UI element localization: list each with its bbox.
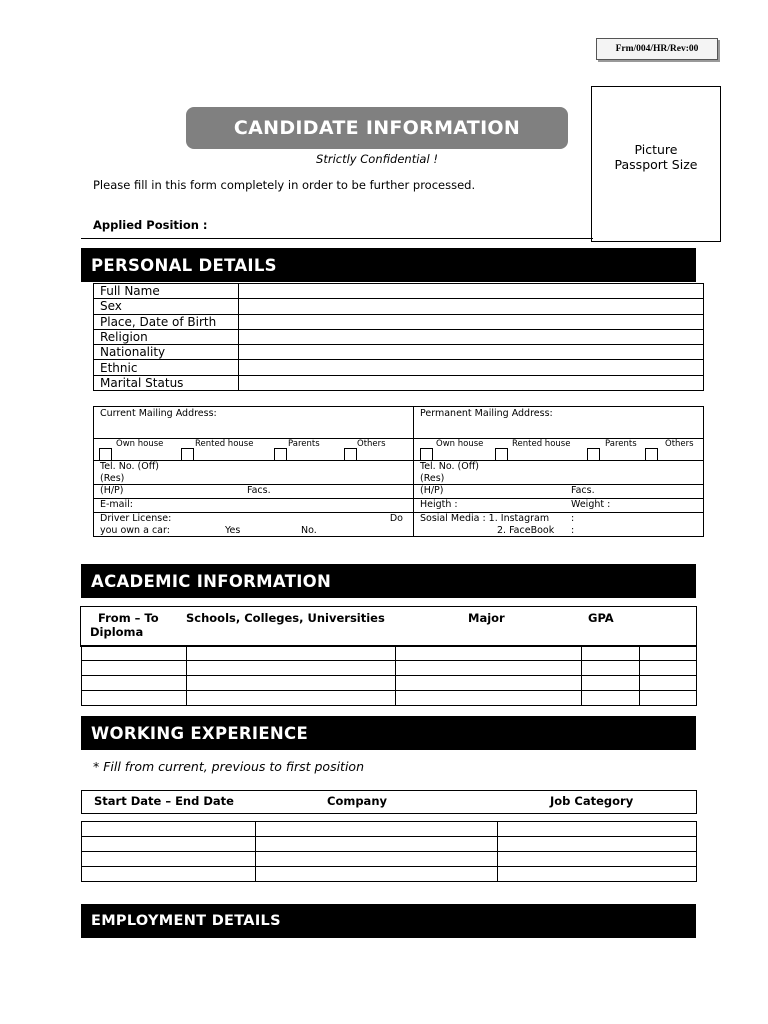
current-housing-options [94, 439, 414, 461]
instagram-colon: : [571, 513, 575, 524]
col-gpa: GPA [588, 611, 614, 625]
field-input[interactable] [239, 284, 704, 299]
field-input[interactable] [239, 299, 704, 314]
section-employment-details: EMPLOYMENT DETAILS [81, 904, 696, 938]
res-label: (Res) [420, 472, 445, 484]
photo-label-1: Picture [634, 142, 678, 157]
yes-option[interactable]: Yes [225, 524, 241, 536]
option-rented-house: Rented house [512, 439, 571, 449]
table-row [94, 284, 704, 299]
applied-position-field[interactable] [81, 238, 593, 239]
hp-label: (H/P) [100, 485, 124, 496]
applied-position-label: Applied Position : [93, 218, 208, 232]
field-input[interactable] [239, 375, 704, 390]
col-from-to: From – To [98, 611, 159, 625]
table-row [94, 314, 704, 329]
field-input[interactable] [239, 345, 704, 360]
checkbox-own-house[interactable] [99, 448, 112, 461]
academic-table [81, 645, 697, 706]
field-input[interactable] [239, 314, 704, 329]
address-table [93, 406, 704, 537]
table-row [94, 360, 704, 375]
table-row [82, 661, 697, 676]
instruction-text: Please fill in this form completely in order to be further processed. [93, 178, 476, 192]
option-own-house: Own house [116, 439, 164, 449]
table-row [94, 329, 704, 344]
option-parents: Parents [605, 439, 637, 449]
confidential-note: Strictly Confidential ! [316, 152, 438, 166]
checkbox-own-house[interactable] [420, 448, 433, 461]
social-media-field[interactable] [414, 513, 704, 537]
table-row [82, 822, 697, 837]
permanent-housing-options [414, 439, 704, 461]
field-label: Marital Status [94, 375, 239, 390]
field-input[interactable] [239, 360, 704, 375]
col-job-category: Job Category [550, 794, 634, 808]
permanent-hp-field[interactable] [414, 485, 704, 499]
table-row [82, 852, 697, 867]
facebook-label: 2. FaceBook [497, 524, 555, 536]
table-row [82, 646, 697, 661]
option-others: Others [357, 439, 386, 449]
table-row [94, 375, 704, 390]
weight-label: Weight : [571, 499, 611, 510]
checkbox-others[interactable] [645, 448, 658, 461]
instagram-label: Sosial Media : 1. Instagram [420, 513, 550, 524]
table-row [82, 691, 697, 706]
photo-label-2: Passport Size [614, 157, 698, 172]
height-weight-field[interactable] [414, 499, 704, 513]
email-label: E-mail: [100, 499, 133, 510]
facebook-colon: : [571, 524, 575, 536]
academic-header [80, 606, 697, 647]
own-car-label: you own a car: [100, 524, 170, 536]
option-parents: Parents [288, 439, 320, 449]
table-row [82, 867, 697, 882]
col-diploma: Diploma [90, 625, 144, 639]
tel-off-label: Tel. No. (Off) [100, 461, 159, 472]
permanent-address-label[interactable]: Permanent Mailing Address: [414, 407, 704, 439]
section-academic-information: ACADEMIC INFORMATION [81, 564, 696, 598]
facs-label: Facs. [571, 485, 595, 496]
field-label: Full Name [94, 284, 239, 299]
hp-label: (H/P) [420, 485, 444, 496]
current-address-label[interactable]: Current Mailing Address: [94, 407, 414, 439]
do-label: Do [389, 513, 403, 524]
current-hp-field[interactable] [94, 485, 414, 499]
working-note: * Fill from current, previous to first position [93, 759, 365, 774]
table-row [82, 837, 697, 852]
res-label: (Res) [100, 472, 125, 484]
section-personal-details: PERSONAL DETAILS [81, 248, 696, 282]
option-own-house: Own house [436, 439, 484, 449]
tel-off-label: Tel. No. (Off) [420, 461, 479, 472]
form-code: Frm/004/HR/Rev:00 [596, 38, 718, 60]
col-company: Company [327, 794, 387, 808]
checkbox-parents[interactable] [587, 448, 600, 461]
checkbox-parents[interactable] [274, 448, 287, 461]
col-major: Major [468, 611, 505, 625]
facs-label: Facs. [247, 485, 271, 496]
table-row [94, 299, 704, 314]
field-label: Ethnic [94, 360, 239, 375]
field-label: Religion [94, 329, 239, 344]
checkbox-rented-house[interactable] [181, 448, 194, 461]
checkbox-others[interactable] [344, 448, 357, 461]
no-option[interactable]: No. [301, 524, 317, 536]
current-tel-field[interactable] [94, 461, 414, 485]
working-header [81, 790, 697, 814]
field-label: Sex [94, 299, 239, 314]
field-label: Place, Date of Birth [94, 314, 239, 329]
driver-license-field[interactable] [94, 513, 414, 537]
table-row [94, 345, 704, 360]
driver-license-label: Driver License: [100, 513, 172, 524]
col-dates: Start Date – End Date [94, 794, 234, 808]
permanent-tel-field[interactable] [414, 461, 704, 485]
personal-details-table [93, 283, 704, 391]
page-title: CANDIDATE INFORMATION [186, 107, 568, 149]
option-others: Others [665, 439, 694, 449]
section-working-experience: WORKING EXPERIENCE [81, 716, 696, 750]
option-rented-house: Rented house [195, 439, 254, 449]
field-label: Nationality [94, 345, 239, 360]
email-field[interactable] [94, 499, 414, 513]
height-label: Heigth : [420, 499, 458, 510]
photo-box[interactable] [591, 86, 721, 242]
field-input[interactable] [239, 329, 704, 344]
working-table [81, 821, 697, 882]
table-row [82, 676, 697, 691]
col-schools: Schools, Colleges, Universities [186, 611, 385, 625]
checkbox-rented-house[interactable] [495, 448, 508, 461]
